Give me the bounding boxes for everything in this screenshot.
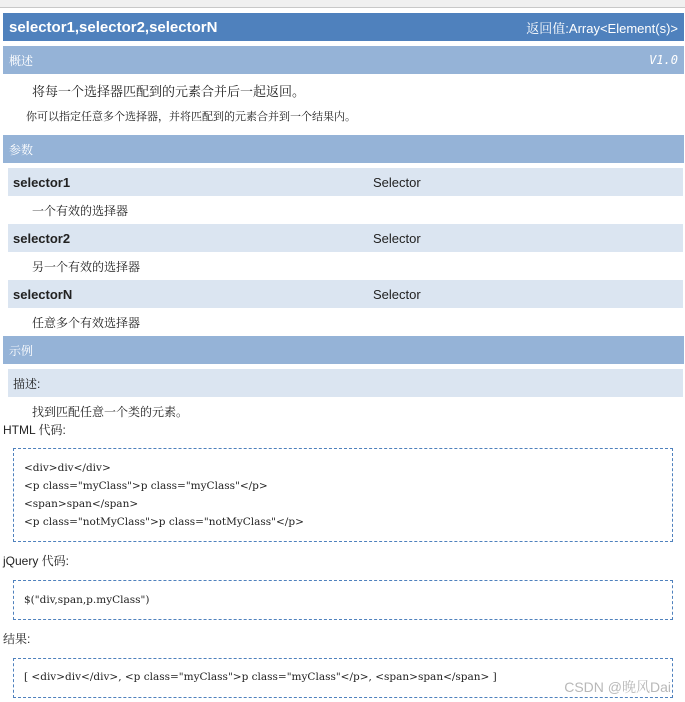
code-line: <div>div</div> (24, 462, 111, 474)
result-label: 结果: (3, 632, 31, 646)
desc-label: 描述: (13, 376, 41, 391)
param-row (8, 168, 683, 196)
overview-desc-2: 你可以指定任意多个选择器，并将匹配到的元素合并到一个结果内。 (26, 111, 356, 123)
return-type: 返回值:Array<Element(s)> (526, 20, 678, 36)
code-line: [ <div>div</div>, <p class="myClass">p class="myClass"</p>, <span>span</span> ] (24, 671, 497, 683)
code-line: $("div,span,p.myClass") (24, 594, 150, 606)
html-code-block (13, 448, 673, 542)
param-row (8, 280, 683, 308)
code-line: <p class="notMyClass">p class="notMyClass"</p> (24, 516, 304, 528)
param-name: selector1 (13, 174, 71, 190)
param-name: selector2 (13, 230, 71, 246)
example-header (3, 336, 684, 364)
top-bar (0, 0, 685, 8)
code-line: <span>span</span> (24, 498, 139, 510)
jquery-code-block (13, 580, 673, 620)
version-label: V1.0 (649, 53, 678, 67)
params-header (3, 135, 684, 163)
param-row (8, 224, 683, 252)
param-name: selectorN (13, 286, 73, 302)
param-type: Selector (373, 174, 421, 190)
params-label: 参数 (9, 142, 34, 157)
overview-header (3, 46, 684, 74)
jquery-code-label: jQuery 代码: (3, 554, 70, 568)
api-title: selector1,selector2,selectorN (9, 18, 218, 36)
api-header (3, 13, 684, 41)
watermark: CSDN @晚风Dai (564, 679, 671, 695)
example-label: 示例 (9, 343, 34, 358)
param-desc: 任意多个有效选择器 (32, 316, 141, 330)
code-line: <p class="myClass">p class="myClass"</p> (24, 480, 268, 492)
param-type: Selector (373, 230, 421, 246)
overview-label: 概述 (9, 53, 34, 68)
example-desc-row (8, 369, 683, 397)
overview-desc: 将每一个选择器匹配到的元素合并后一起返回。 (32, 84, 306, 99)
param-desc: 另一个有效的选择器 (32, 260, 141, 274)
param-type: Selector (373, 286, 421, 302)
example-desc: 找到匹配任意一个类的元素。 (32, 405, 189, 419)
html-code-label: HTML 代码: (3, 423, 66, 437)
param-desc: 一个有效的选择器 (32, 204, 129, 218)
